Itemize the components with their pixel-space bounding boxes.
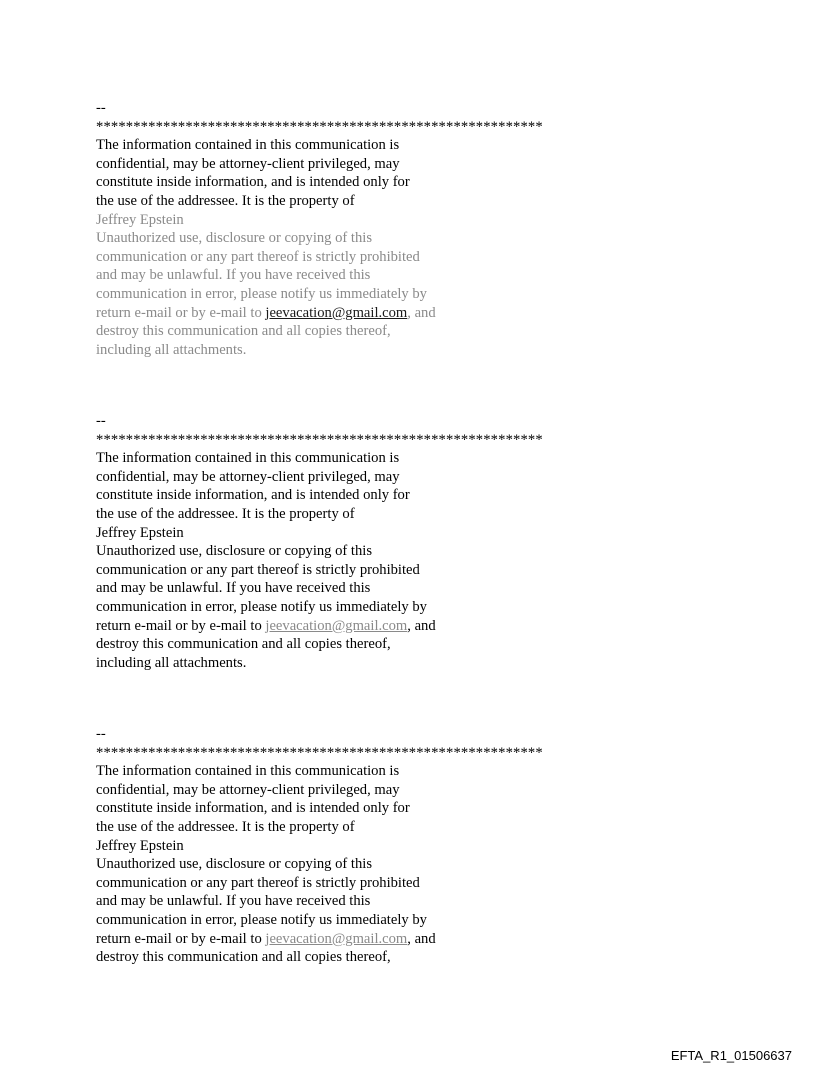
warning-line: communication or any part thereof is strictly prohibited	[96, 561, 420, 578]
faded-section	[96, 211, 696, 360]
separator-dashes: --	[96, 726, 106, 742]
closing-line: including all attachments.	[96, 341, 247, 358]
notice-line: the use of the addressee. It is the property of	[96, 818, 355, 835]
notice-line: The information contained in this communication is	[96, 763, 400, 780]
email-line	[96, 617, 696, 636]
owner-name: Jeffrey Epstein	[96, 524, 184, 541]
warning-line: and may be unlawful. If you have received this	[96, 267, 371, 284]
owner-name: Jeffrey Epstein	[96, 837, 184, 854]
email-link[interactable]: jeevacation@gmail.com	[265, 304, 408, 321]
notice-line: The information contained in this communication is	[96, 137, 400, 154]
closing-line: destroy this communication and all copies thereof,	[96, 636, 391, 653]
warning-line: communication or any part thereof is strictly prohibited	[96, 874, 420, 891]
warning-line: communication in error, please notify us immediately by	[96, 285, 427, 302]
closing-line: destroy this communication and all copies thereof,	[96, 323, 391, 340]
email-suffix: , and	[407, 304, 436, 321]
warning-line: communication or any part thereof is strictly prohibited	[96, 248, 420, 265]
notice-line: confidential, may be attorney-client privileged, may	[96, 781, 400, 798]
closing-line: including all attachments.	[96, 654, 247, 671]
separator-stars: ************************************************************	[96, 431, 543, 448]
email-suffix: , and	[407, 617, 436, 634]
owner-name: Jeffrey Epstein	[96, 211, 184, 228]
separator-dashes: --	[96, 413, 106, 429]
disclaimer-block-1	[96, 99, 696, 359]
warning-line: Unauthorized use, disclosure or copying of this	[96, 230, 373, 247]
separator-stars: ************************************************************	[96, 118, 543, 135]
email-suffix: , and	[407, 930, 436, 947]
email-line	[96, 930, 696, 949]
email-prefix: return e-mail or by e-mail to	[96, 304, 266, 321]
notice-line: constitute inside information, and is intended only for	[96, 174, 410, 191]
separator-stars: ************************************************************	[96, 744, 543, 761]
notice-line: constitute inside information, and is intended only for	[96, 800, 410, 817]
closing-line: destroy this communication and all copies thereof,	[96, 949, 391, 966]
email-link[interactable]: jeevacation@gmail.com	[265, 617, 408, 634]
document-id: EFTA_R1_01506637	[670, 1048, 792, 1063]
notice-line: the use of the addressee. It is the property of	[96, 505, 355, 522]
notice-line: The information contained in this communication is	[96, 450, 400, 467]
notice-line: confidential, may be attorney-client privileged, may	[96, 155, 400, 172]
disclaimer-block-3	[96, 725, 696, 967]
warning-line: and may be unlawful. If you have received this	[96, 580, 371, 597]
email-prefix: return e-mail or by e-mail to	[96, 617, 266, 634]
email-link[interactable]: jeevacation@gmail.com	[265, 930, 408, 947]
warning-line: Unauthorized use, disclosure or copying of this	[96, 543, 373, 560]
email-prefix: return e-mail or by e-mail to	[96, 930, 266, 947]
notice-line: constitute inside information, and is intended only for	[96, 487, 410, 504]
disclaimer-block-2	[96, 412, 696, 672]
warning-line: communication in error, please notify us immediately by	[96, 911, 427, 928]
email-line	[96, 304, 696, 323]
warning-line: and may be unlawful. If you have received this	[96, 893, 371, 910]
separator-dashes: --	[96, 100, 106, 116]
warning-line: Unauthorized use, disclosure or copying of this	[96, 856, 373, 873]
warning-line: communication in error, please notify us immediately by	[96, 598, 427, 615]
notice-line: the use of the addressee. It is the property of	[96, 192, 355, 209]
notice-line: confidential, may be attorney-client privileged, may	[96, 468, 400, 485]
